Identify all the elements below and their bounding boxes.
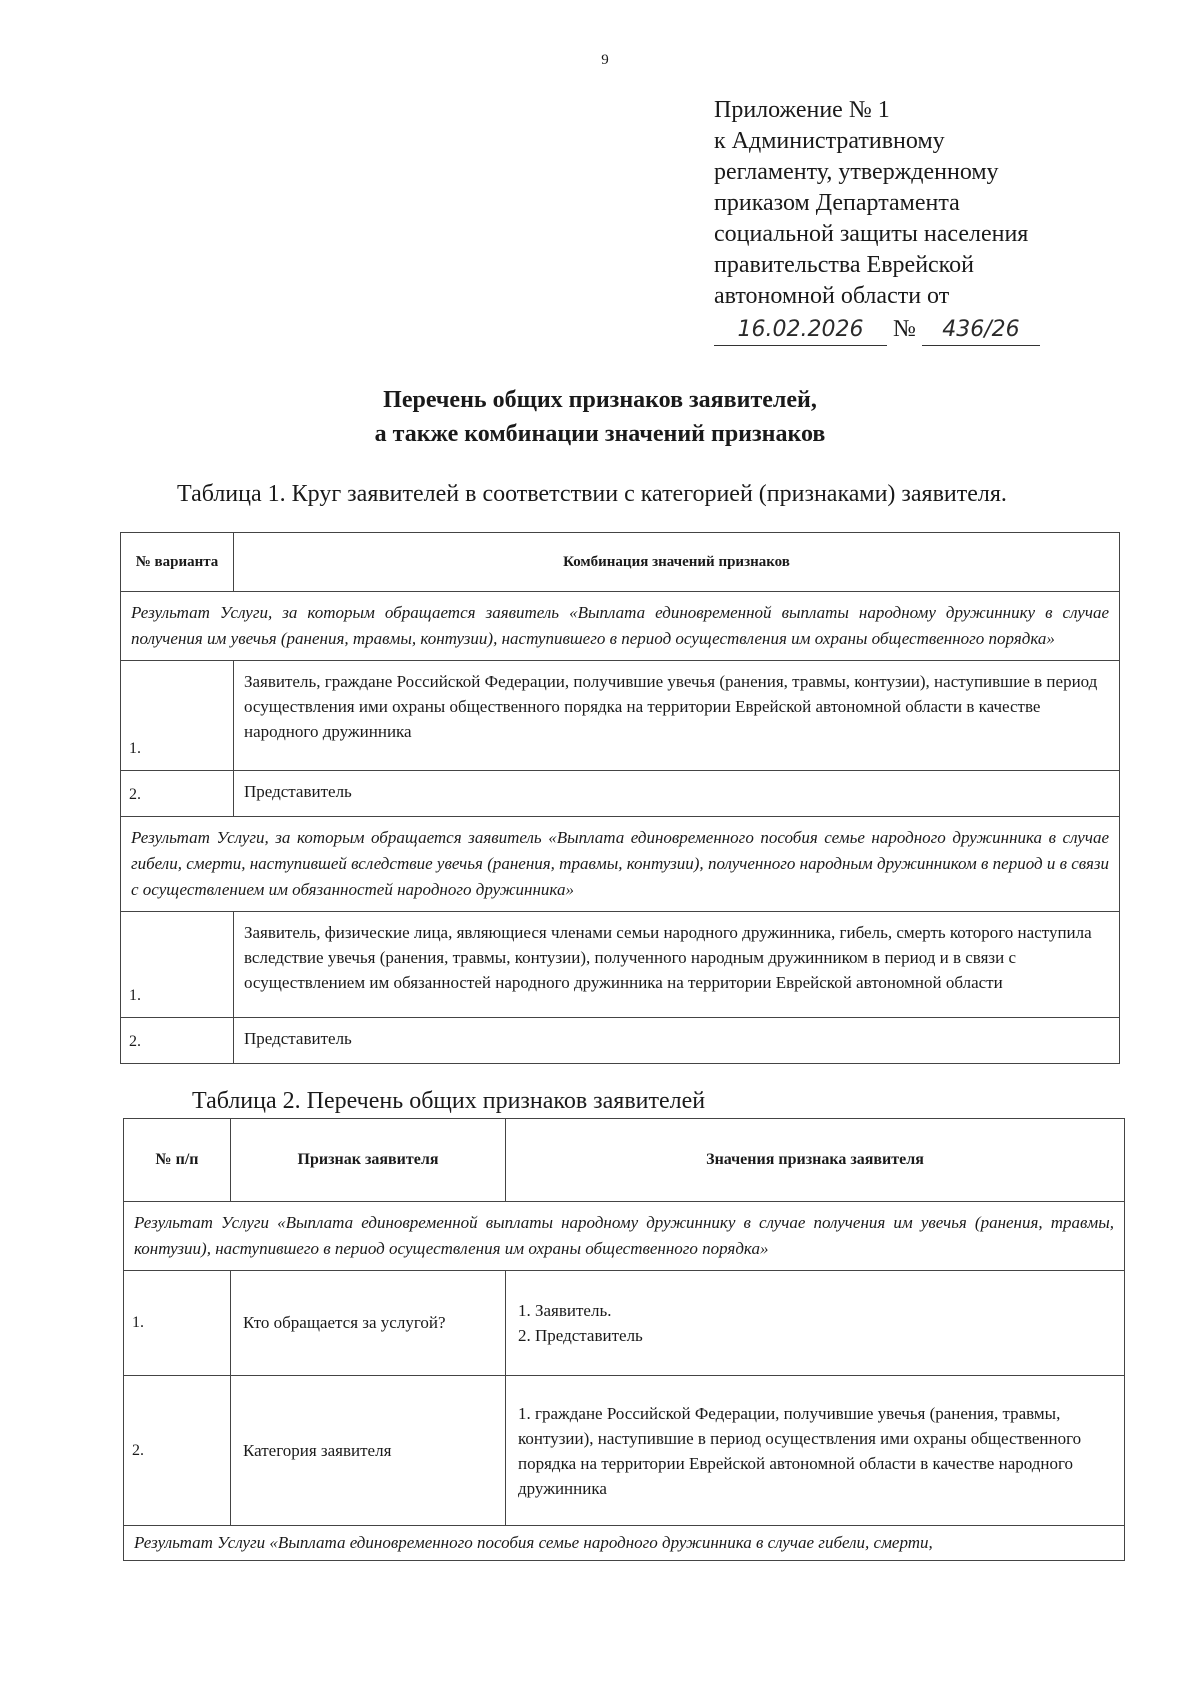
table-header-row (121, 533, 1120, 592)
row-number: 1. (124, 1271, 231, 1376)
result-row (121, 817, 1120, 912)
variant-number: 1. (121, 661, 234, 771)
service-result-text: Результат Услуги, за которым обращается заявитель «Выплата единовременной выплаты народному дружиннику в случае получения им увечья (ранения, травмы, контузии), наступившего в период осуществления им охраны общественного порядка» (121, 592, 1120, 661)
value-line: 1. граждане Российской Федерации, получившие увечья (ранения, травмы, контузии), наступившие в период осуществления ими охраны общественного порядка на территории Еврейской автономной области в качестве народного дружинника (518, 1403, 1082, 1498)
column-header-variant: № варианта (121, 533, 234, 592)
title-line: а также комбинации значений признаков (374, 421, 826, 447)
document-title (250, 383, 950, 451)
table-row (121, 912, 1120, 1018)
table-row (121, 661, 1120, 771)
appendix-line: к Административному (714, 128, 945, 154)
result-row (124, 1526, 1125, 1561)
appendix-line: социальной защиты населения (714, 221, 1029, 247)
variant-number: 2. (121, 771, 234, 817)
appendix-line: правительства Еврейской (714, 252, 974, 278)
attribute-values (506, 1271, 1125, 1376)
appendix-date-number-line (714, 314, 1134, 346)
applicant-attributes-table (123, 1118, 1125, 1561)
variant-combination: Представитель (234, 1018, 1120, 1064)
column-header-attribute: Признак заявителя (231, 1119, 506, 1202)
applicants-variants-table (120, 532, 1120, 1064)
variant-combination: Заявитель, физические лица, являющиеся членами семьи народного дружинника, гибель, смерть которого наступила вследствие увечья (ранения, травмы, контузии), полученного народным дружинником в период и в связи с осуществлением им обязанностей народного дружинника на территории Еврейской автономной области (234, 912, 1120, 1018)
appendix-header (714, 95, 1134, 346)
service-result-text: Результат Услуги «Выплата единовременной выплаты народному дружиннику в случае получения им увечья (ранения, травмы, контузии), наступившего в период осуществления им охраны общественного порядка» (124, 1202, 1125, 1271)
table-row (121, 771, 1120, 817)
column-header-number: № п/п (124, 1119, 231, 1202)
service-result-text: Результат Услуги, за которым обращается заявитель «Выплата единовременного пособия семье народного дружинника в случае гибели, смерти, наступившей вследствие увечья (ранения, травмы, контузии), полученного народным дружинником в период и в связи с осуществлением им обязанностей народного дружинника» (121, 817, 1120, 912)
table1-caption: Таблица 1. Круг заявителей в соответствии с категорией (признаками) заявителя. (177, 481, 1007, 507)
value-line: 2. Представитель (518, 1326, 643, 1345)
title-line: Перечень общих признаков заявителей, (383, 387, 817, 413)
attribute-name: Кто обращается за услугой? (231, 1271, 506, 1376)
service-result-text: Результат Услуги «Выплата единовременного пособия семье народного дружинника в случае гибели, смерти, (124, 1526, 1125, 1561)
appendix-line: автономной области от (714, 283, 950, 309)
result-row (124, 1202, 1125, 1271)
appendix-line: регламенту, утвержденному (714, 159, 999, 185)
table-header-row (124, 1119, 1125, 1202)
page-number: 9 (601, 52, 609, 68)
attribute-name: Категория заявителя (231, 1376, 506, 1526)
variant-combination: Заявитель, граждане Российской Федерации, получившие увечья (ранения, травмы, контузии), наступившие в период осуществления ими охраны общественного порядка на территории Еврейской автономной области в качестве народного дружинника (234, 661, 1120, 771)
variant-number: 2. (121, 1018, 234, 1064)
handwritten-date: 16.02.2026 (714, 314, 887, 346)
appendix-line: Приложение № 1 (714, 97, 890, 123)
attribute-values (506, 1376, 1125, 1526)
column-header-values: Значения признака заявителя (506, 1119, 1125, 1202)
table-row (121, 1018, 1120, 1064)
result-row (121, 592, 1120, 661)
appendix-line: приказом Департамента (714, 190, 960, 216)
value-line: 1. Заявитель. (518, 1301, 612, 1320)
variant-number: 1. (121, 912, 234, 1018)
row-number: 2. (124, 1376, 231, 1526)
variant-combination: Представитель (234, 771, 1120, 817)
number-sign: № (893, 316, 916, 342)
table-row (124, 1271, 1125, 1376)
table-row (124, 1376, 1125, 1526)
column-header-combination: Комбинация значений признаков (234, 533, 1120, 592)
table2-caption: Таблица 2. Перечень общих признаков заявителей (192, 1088, 706, 1114)
handwritten-number: 436/26 (922, 314, 1040, 346)
